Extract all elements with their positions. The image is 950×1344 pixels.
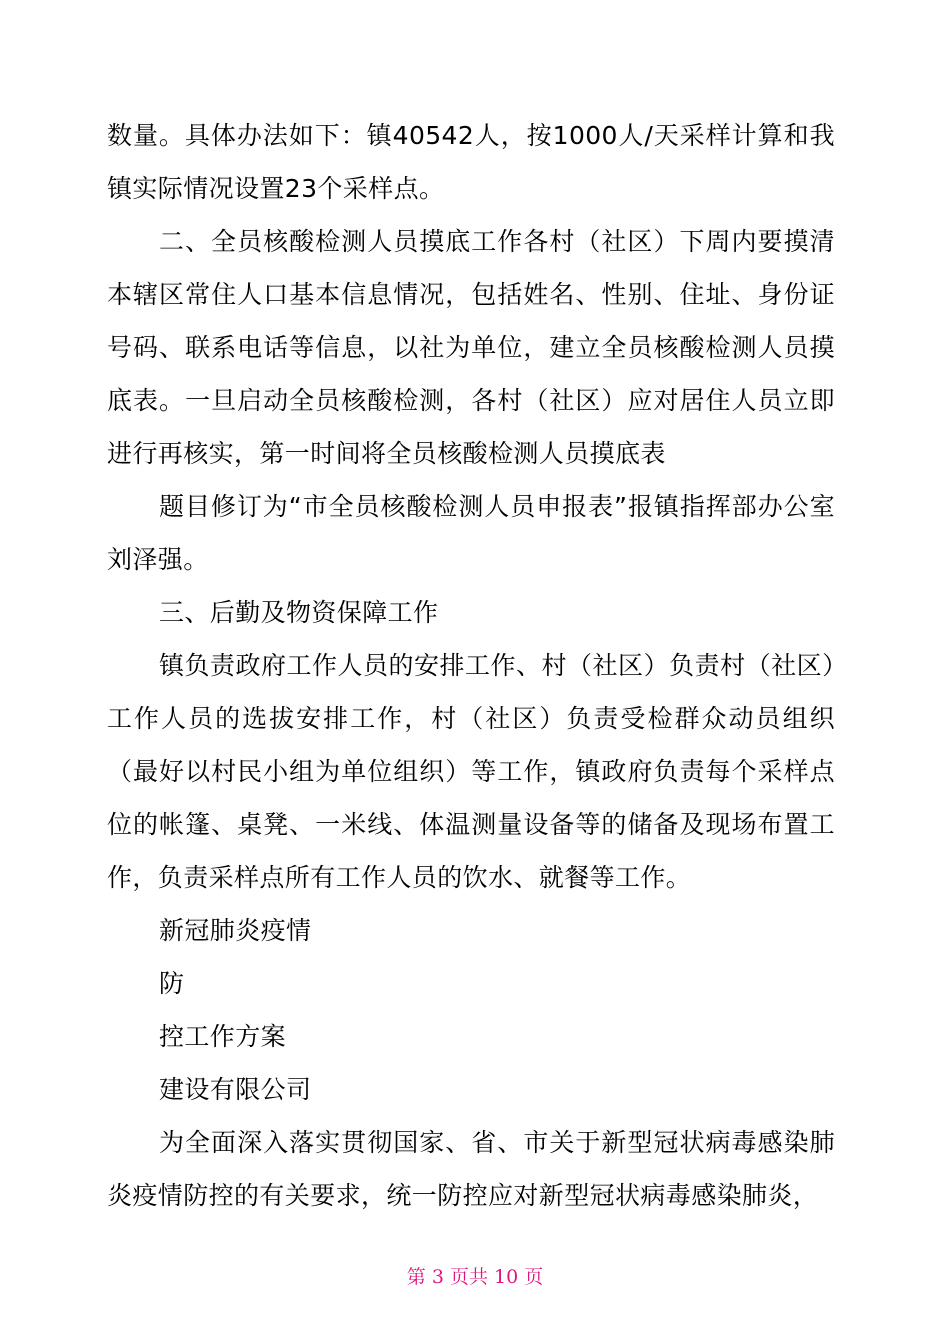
paragraph-section-two: 二、全员核酸检测人员摸底工作各村（社区）下周内要摸清本辖区常住人口基本信息情况，包括姓名、性别、住址、身份证号码、联系电话等信息，以社为单位，建立全员核酸检测人员摸底表。一旦启动全员核酸检测，各村（社区）应对居住人员立即进行再核实，第一时间将全员核酸检测人员摸底表 [107, 227, 835, 468]
paragraph-form-title-note: 题目修订为“市全员核酸检测人员申报表”报镇指挥部办公室刘泽强。 [107, 492, 835, 574]
company-name: 建设有限公司 [159, 1075, 312, 1104]
paragraph-logistics: 镇负责政府工作人员的安排工作、村（社区）负责村（社区）工作人员的选拔安排工作，村（社区）负责受检群众动员组织（最好以村民小组为单位组织）等工作，镇政府负责每个采样点位的帐篷、桌凳、一米线、体温测量设备等的储备及现场布置工作，负责采样点所有工作人员的饮水、就餐等工作。 [107, 651, 835, 892]
paragraph-continuation: 数量。具体办法如下：镇40542人，按1000人/天采样计算和我镇实际情况设置23个采样点。 [107, 121, 835, 203]
page-number-footer: 第 3 页共 10 页 [406, 1266, 544, 1288]
heading-line-1: 新冠肺炎疫情 [159, 916, 312, 945]
heading-line-3: 控工作方案 [159, 1022, 287, 1051]
document-body [107, 109, 835, 1222]
heading-line-2: 防 [159, 969, 185, 998]
paragraph-intro: 为全面深入落实贯彻国家、省、市关于新型冠状病毒感染肺炎疫情防控的有关要求，统一防控应对新型冠状病毒感染肺炎， [107, 1128, 835, 1210]
section-heading-logistics: 三、后勤及物资保障工作 [159, 598, 439, 627]
